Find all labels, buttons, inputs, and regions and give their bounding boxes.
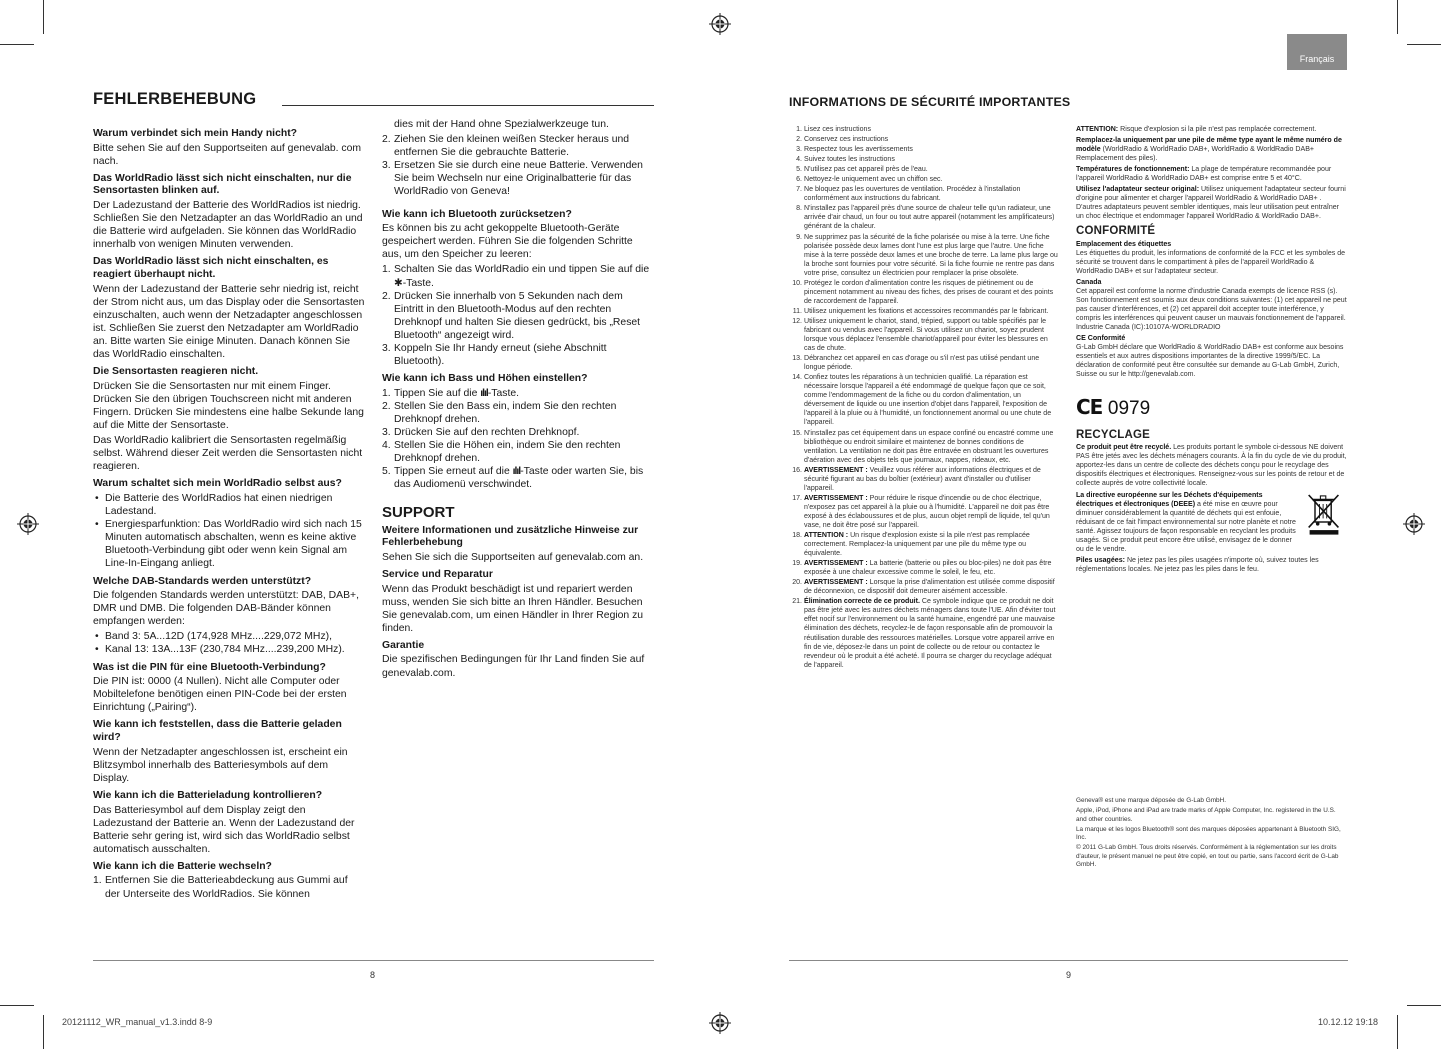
page-title: FEHLERBEHEBUNG <box>93 90 257 108</box>
paragraph: CE Conformité G-Lab GmbH déclare que WorldRadio & WorldRadio DAB+ est conforme aux besoins essentiels et aux autres dispositions importantes de la directive 1999/5/EC. La déclaration de conformité peut être consultée sur demande au G-Lab GmbH, Zurich, Suisse ou sur le http://genevalab.com. <box>1076 334 1344 379</box>
safety-item: 18. ATTENTION : Un risque d'explosion existe si la pile n'est pas remplacée correctement. Remplacez-la uniquement par une pile du même type ou équivalente. <box>792 532 1030 558</box>
crossed-bin-icon <box>1306 491 1342 535</box>
safety-item: 11. Utilisez uniquement les fixations et accessoires recommandés par le fabricant. <box>792 307 1049 315</box>
crop-mark <box>1397 1015 1398 1049</box>
question: Welche DAB-Standards werden unterstützt? <box>93 575 312 587</box>
safety-item: 17. AVERTISSEMENT : Pour réduire le risque d'incendie ou de choc électrique, n'exposez pas cet appareil à la pluie ou à l'humidité. L'appareil ne doit pas être exposé à des éclaboussures et de plus, aucun objet rempli de liquide, tel qu'un vase, ne doit être posé sur l'appareil. <box>792 494 1050 529</box>
answer: Wenn der Netzadapter angeschlossen ist, erscheint ein Blitzsymbol innerhalb des Batteriesymbols auf dem Display. <box>93 746 348 784</box>
question: Wie kann ich die Batterie wechseln? <box>93 860 272 872</box>
crop-mark <box>1407 44 1441 45</box>
question: Das WorldRadio lässt sich nicht einschalten, nur die Sensortasten blinken auf. <box>93 172 352 197</box>
list-item: 1. Schalten Sie das WorldRadio ein und tippen Sie auf die ✱-Taste. <box>382 264 650 289</box>
question: Wie kann ich die Batterieladung kontrollieren? <box>93 789 323 801</box>
safety-item: 1. Lisez ces instructions <box>796 126 871 133</box>
audio-menu-icon: ılıl <box>480 387 488 399</box>
answer: Die spezifischen Bedingungen für Ihr Land finden Sie auf genevalab.com. <box>382 654 645 679</box>
support-heading: SUPPORT <box>382 503 455 521</box>
paragraph: Utilisez l'adaptateur secteur original: Utilisez uniquement l'adaptateur secteur fourni d'origine pour alimenter et charger l'appareil WorldRadio & WorldRadio DAB+ . D'autres adaptateurs peuvent sembler identiques, mais leur utilisation peut entraîner un choc électrique et endommager l'appareil WorldRadio & WorldRadio DAB+. <box>1076 186 1346 221</box>
safety-item: 5. N'utilisez pas cet appareil près de l'eau. <box>796 166 928 174</box>
safety-item: 13. Débranchez cet appareil en cas d'orage ou s'il n'est pas utilisé pendant une longue période. <box>792 355 1040 372</box>
paragraph: Piles usagées: Ne jetez pas les piles usagées n'importe où, suivez toutes les réglementations locales. Ne jetez pas les piles dans le feu. <box>1076 556 1319 573</box>
registration-mark-icon <box>1403 513 1425 535</box>
list-item: 1. Entfernen Sie die Batterieabdeckung aus Gummi auf der Unterseite des WorldRadios. Sie können <box>93 875 348 900</box>
legal-line: Apple, iPod, iPhone and iPad are trade marks of Apple Computer, Inc. registered in the U.S. and other countries. <box>1076 807 1336 823</box>
paragraph: La directive européenne sur les Déchets d'équipements électriques et électroniques (DEEE) a été mise en œuvre pour diminuer considérablement la quantité de déchets qui est enfouie, réduisant de ce fait l'impact environnemental sur notre planète et notre santé. Agissez toujours de façon responsable en recyclant les produits usagés. Si ce produit peut encore être utilisé, envisagez de le donner ou de le vendre. <box>1076 491 1296 553</box>
answer: Die folgenden Standards werden unterstützt: DAB, DAB+, DMR und DMB. Die folgenden DAB-Bänder können empfangen werden: <box>93 590 359 628</box>
file-slug: 20121112_WR_manual_v1.3.indd 8-9 <box>62 1017 213 1027</box>
answer: Sehen Sie sich die Supportseiten auf genevalab.com an. <box>382 551 644 563</box>
question: Service und Reparatur <box>382 568 493 580</box>
section-heading: RECYCLAGE <box>1076 429 1151 442</box>
continued-text: dies mit der Hand ohne Spezialwerkzeuge tun. <box>394 119 609 130</box>
question: Wie kann ich Bluetooth zurücksetzen? <box>382 208 572 220</box>
paragraph: ATTENTION: Risque d'explosion si la pile n'est pas remplacée correctement. <box>1076 126 1317 133</box>
legal-line: © 2011 G-Lab GmbH. Tous droits réservés. Conformément à la réglementation sur les droits d'auteur, le présent manuel ne peut être copié, en tout ou partie, sans l'accord écrit de G-Lab GmbH. <box>1076 844 1339 869</box>
question: Warum schaltet sich mein WorldRadio selbst aus? <box>93 478 342 490</box>
registration-mark-icon <box>17 513 39 535</box>
question: Warum verbindet sich mein Handy nicht? <box>93 128 297 139</box>
answer: Wenn der Ladezustand der Batterie sehr niedrig ist, reicht der Strom nicht aus, um das Display oder die Sensortasten einzuschalten, auch wenn der Netzadapter angeschlossen ist. Schließen Sie zuerst den Netzadapter am WorldRadio an. Bitte warten Sie einige Minuten. Danach können Sie das WorldRadio einschalten. <box>93 283 365 360</box>
crop-mark <box>43 1015 44 1049</box>
ce-mark <box>1076 395 1348 421</box>
safety-item: 12. Utilisez uniquement le chariot, stand, trépied, support ou table spécifiés par le fabricant ou vendus avec l'appareil. Si vous utilisez un chariot, soyez prudent lorsque vous déplacez l'ensemble chariot/appareil pour éviter les blessures en cas de chute. <box>792 317 1048 353</box>
legal-line: La marque et les logos Bluetooth® sont des marques déposées appartenant à Bluetooth SIG, Inc. <box>1076 825 1341 842</box>
bullet-list <box>93 492 365 571</box>
bullet-list <box>93 630 365 656</box>
safety-item: 9. Ne supprimez pas la sécurité de la fiche polarisée ou mise à la terre. Une fiche polarisée possède deux lames dont l'une est plus large que l'autre. Une fiche mise à la terre possède deux lames et une broche de terre. La lame plus large ou la broche sont fournies pour votre sécurité. Si la fiche fournie ne rentre pas dans votre prise, consultez un électricien pour remplacer la prise obsolète. <box>796 233 1058 277</box>
list-item: • Kanal 13: 13A...13F (230,784 MHz....239,200 MHz). <box>95 644 345 656</box>
crop-mark <box>0 44 34 45</box>
footer-rule <box>789 960 1348 961</box>
answer: Wenn das Produkt beschädigt ist und repariert werden muss, wenden Sie sich bitte an Ihren Händler. Besuchen Sie genevalab.com, um einen Händler in Ihrer Region zu finden. <box>382 583 644 634</box>
answer: Es können bis zu acht gekoppelte Bluetooth-Geräte gespeichert werden. Führen Sie die folgenden Schritte aus, um den Speicher zu leeren: <box>382 223 633 261</box>
answer: Der Ladezustand der Batterie des WorldRadios ist niedrig. Schließen Sie den Netzadapter an das WorldRadio an und die Batterie wird aufgeladen. Sie können das WorldRadio innerhalb von wenigen Minuten verwenden. <box>93 199 363 251</box>
question: Wie kann ich Bass und Höhen einstellen? <box>382 373 588 385</box>
paragraph: Températures de fonctionnement: La plage de température recommandée pour l'appareil WorldRadio & WorldRadio DAB+ est comprise entre 5 et 40°C. <box>1076 166 1332 183</box>
answer: Das Batteriesymbol auf dem Display zeigt den Ladezustand der Batterie an. Wenn der Ladezustand der Batterie sehr gering ist, wird sich das WorldRadio selbst automatisch ausschalten. <box>93 804 355 855</box>
safety-column-2 <box>1076 125 1348 576</box>
question: Garantie <box>382 639 425 651</box>
page-title: INFORMATIONS DE SÉCURITÉ IMPORTANTES <box>789 95 1071 109</box>
list-item: • Die Batterie des WorldRadios hat einen niedrigen Ladestand. <box>95 492 333 518</box>
page-number: 9 <box>1066 970 1072 980</box>
safety-item: 3. Respectez tous les avertissements <box>796 146 913 154</box>
list-item: 3. Koppeln Sie Ihr Handy erneut (siehe Abschnitt Bluetooth). <box>382 343 607 368</box>
section-heading: CONFORMITÉ <box>1076 225 1156 238</box>
safety-item: 15. N'installez pas cet équipement dans un espace confiné ou encastré comme une bibliothèque ou endroit similaire et maintenez de bonnes conditions de ventilation. La ventilation ne doit pas être entravée en obstruant les ouvertures d'aération avec des objets tels que journaux, nappes, rideaux, etc. <box>792 429 1054 464</box>
safety-column-1 <box>789 125 1059 671</box>
safety-item: 10. Protégez le cordon d'alimentation contre les risques de piétinement ou de pincement notamment au niveau des fiches, des prises de courant et des points de raccordement de l'appareil. <box>792 279 1054 305</box>
list-item: 4. Stellen Sie die Höhen ein, indem Sie den rechten Drehknopf drehen. <box>382 440 621 465</box>
question: Das WorldRadio lässt sich nicht einschalten, es reagiert überhaupt nicht. <box>93 256 329 280</box>
list-item: 2. Stellen Sie den Bass ein, indem Sie den rechten Drehknopf drehen. <box>382 400 617 425</box>
list-item: 3. Drücken Sie auf den rechten Drehknopf. <box>382 427 580 439</box>
safety-item: 21. Élimination correcte de ce produit. Ce symbole indique que ce produit ne doit pas être jeté avec les autres déchets ménagers dans toute l'UE. Afin d'éviter tout effet nocif sur l'environnement ou la santé humaine, engendré par une mauvaise élimination des déchets, recyclez-le de façon responsable afin de promouvoir la réutilisation durable des ressources matérielles. Lorsque votre appareil arrive en fin de vie, déposez-le dans un point de collecte ou de retour ou contactez le revendeur où le produit a été acheté. Il pourra se charger du recyclage adéquat de l'appareil. <box>792 598 1056 669</box>
troubleshooting-column-1 <box>93 123 365 903</box>
list-item: 5. Tippen Sie erneut auf die ılıl-Taste oder warten Sie, bis das Audiomenü verschwindet. <box>382 466 644 491</box>
registration-mark-icon <box>709 1012 731 1034</box>
page-number: 8 <box>370 970 376 980</box>
safety-item: 6. Nettoyez-le uniquement avec un chiffon sec. <box>796 176 943 184</box>
safety-item: 20. AVERTISSEMENT : Lorsque la prise d'alimentation est utilisée comme dispositif de déconnexion, ce dispositif doit demeurer aisément accessible. <box>792 579 1055 596</box>
question: Die Sensortasten reagieren nicht. <box>93 366 259 378</box>
crop-mark <box>1397 0 1398 34</box>
list-item: • Band 3: 5A...12D (174,928 MHz....229,072 MHz), <box>95 631 332 643</box>
question: Weitere Informationen und zusätzliche Hinweise zur Fehlerbehebung <box>382 524 639 549</box>
safety-item: 14. Confiez toutes les réparations à un technicien qualifié. La réparation est nécessaire lorsque l'appareil a été endommagé de quelque façon que ce soit, comme l'endommagement de la fiche ou du cordon d'alimentation, un déversement de liquide ou une insertion d'objet dans l'appareil, l'exposition de l'appareil à la pluie ou à l'humidité, un fonctionnement anormal ou une chute de l'appareil. <box>792 374 1052 427</box>
list-item: • Energiesparfunktion: Das WorldRadio wird sich nach 15 Minuten automatisch abschalten, wenn es keine aktive Bluetooth-Verbindung gibt oder wenn kein Signal am Line-In-Eingang anliegt. <box>95 519 362 570</box>
list-item: 2. Ziehen Sie den kleinen weißen Stecker heraus und entfernen Sie die gebrauchte Batterie. <box>382 134 630 159</box>
safety-item: 19. AVERTISSEMENT : La batterie (batterie ou piles ou bloc-piles) ne doit pas être exposée à une chaleur excessive comme le soleil, le feu, etc. <box>792 560 1052 577</box>
footer-rule <box>93 960 654 961</box>
ce-number: 0979 <box>1107 398 1151 420</box>
safety-list <box>789 125 1059 670</box>
list-item: 2. Drücken Sie innerhalb von 5 Sekunden nach dem Eintritt in den Bluetooth-Modus auf den rechten Drehknopf und halten Sie diesen gedrückt, bis „Reset Bluetooth“ angezeigt wird. <box>382 290 641 341</box>
legal-notes <box>1076 797 1348 871</box>
step-list <box>382 387 654 492</box>
step-list <box>382 133 654 198</box>
crop-mark <box>1407 1005 1441 1006</box>
deee-block <box>1076 491 1348 554</box>
date-slug: 10.12.12 19:18 <box>1318 1017 1379 1027</box>
step-list <box>93 874 365 900</box>
safety-item: 8. N'installez pas l'appareil près d'une source de chaleur telle qu'un radiateur, une arrivée d'air chaud, un four ou tout autre appareil (notamment les amplificateurs) générant de la chaleur. <box>796 205 1055 231</box>
list-item: 1. Tippen Sie auf die ılıl-Taste. <box>382 387 520 399</box>
safety-item: 4. Suivez toutes les instructions <box>796 156 895 164</box>
registration-mark-icon <box>709 13 731 35</box>
crop-mark <box>43 0 44 34</box>
paragraph: Ce produit peut être recyclé. Les produits portant le symbole ci-dessous NE doivent PAS être jetés avec les déchets ménagers courants. À la fin du cycle de vie du produit, apportez-les dans un centre de collecte des déchets conçu pour le recyclage des dispositifs électriques et électroniques. Renseignez-vous sur les points de retour et de collecte auprès de votre collectivité locale. <box>1076 444 1347 488</box>
step-list <box>382 263 654 368</box>
ce-logo: CE <box>1076 395 1103 420</box>
title-rule <box>282 105 654 106</box>
question: Was ist die PIN für eine Bluetooth-Verbindung? <box>93 661 326 673</box>
troubleshooting-column-2 <box>382 118 654 682</box>
safety-item: 2. Conservez ces instructions <box>796 136 889 144</box>
safety-item: 16. AVERTISSEMENT : Veuillez vous référer aux informations électriques et de sécurité figurant au bas du boîtier (extérieur) avant d'installer ou d'utiliser l'appareil. <box>792 466 1041 492</box>
answer: Das WorldRadio kalibriert die Sensortasten regelmäßig selbst. Während dieser Zeit werden die Sensortasten nicht reagieren. <box>93 435 363 473</box>
bluetooth-icon: ✱ <box>394 277 403 289</box>
paragraph: Emplacement des étiquettes Les étiquettes du produit, les informations de conformité de la FCC et les symboles de sécurité se trouvent dans le compartiment à piles de l'appareil WorldRadio & WorldRadio DAB+ et sur l'adaptateur secteur. <box>1076 240 1346 275</box>
question: Wie kann ich feststellen, dass die Batterie geladen wird? <box>93 719 342 744</box>
answer: Die PIN ist: 0000 (4 Nullen). Nicht alle Computer oder Mobiltelefone benötigen einen PIN-Code bei der ersten Einrichtung („Pairing“). <box>93 676 347 714</box>
audio-menu-icon: ılıl <box>512 466 521 478</box>
safety-item: 7. Ne bloquez pas les ouvertures de ventilation. Procédez à l'installation conformément aux instructions du fabricant. <box>796 186 1021 203</box>
paragraph: Canada Cet appareil est conforme la norme d'industrie Canada exempts de licence RSS (s). Son fonctionnement est soumis aux deux conditions suivantes: (1) cet appareil ne peut pas causer d'interférences, et (2) cet appareil doit accepter toute interférence, y compris les interférences qui peuvent causer un mauvais fonctionnement de l'appareil. Industrie Canada (IC):10107A-WORLDRADIO <box>1076 278 1347 331</box>
language-tab: Français <box>1287 34 1347 70</box>
crop-mark <box>0 1005 34 1006</box>
answer: Bitte sehen Sie auf den Supportseiten auf genevalab. com nach. <box>93 142 362 167</box>
list-item: 3. Ersetzen Sie sie durch eine neue Batterie. Verwenden Sie beim Wechseln nur eine Originalbatterie für das WorldRadio von Geneva! <box>382 160 643 198</box>
answer: Drücken Sie die Sensortasten nur mit einem Finger. Drücken Sie den übrigen Touchscreen nicht mit anderen Fingern. Drücken Sie mindestens eine halbe Sekunde lang auf die Mitte der Sensortaste. <box>93 380 364 431</box>
paragraph: Remplacez-la uniquement par une pile de même type ayant le même numéro de modèle (WorldRadio & WorldRadio DAB+, WorldRadio & WorldRadio DAB+ Remplacement des piles). <box>1076 137 1342 163</box>
legal-line: Geneva® est une marque déposée de G-Lab GmbH. <box>1076 797 1227 804</box>
